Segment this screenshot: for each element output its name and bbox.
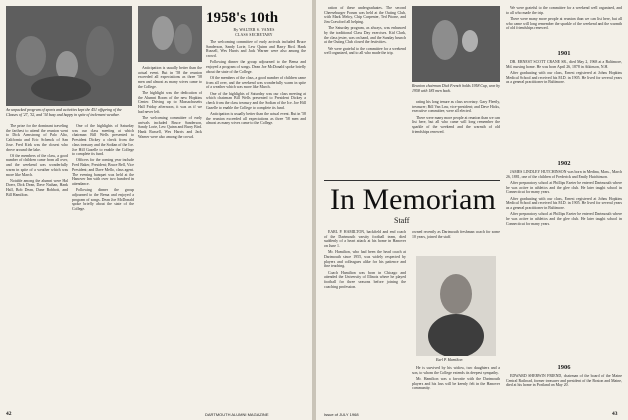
reunion-photo <box>6 6 132 106</box>
page-number-right: 43 <box>612 411 618 417</box>
memoriam-column-1 <box>324 230 406 407</box>
paragraph: Anticipation is usually better than the actual event. But in '58 the reunion exceeded all expectations as three '58 men and almost as many wives came to the College. <box>206 111 306 126</box>
hamilton-caption: Earl P. Hamilton <box>436 358 463 362</box>
cup-photo-caption: Reunion chairman Dick French holds 1958 Cup, won by 1958 with 185 men back. <box>412 84 500 93</box>
left-column-2 <box>72 124 134 407</box>
right-column-2 <box>412 100 500 176</box>
obituary-1906 <box>506 374 622 407</box>
paragraph: There were many more people at reunion than we can list here, but all who came will long remember the sparkle of the weekend and the warmth of old friendships renewed. <box>412 115 500 134</box>
paragraph: The welcoming committee of early arrivals included Bruce Sanderson, Sandy Lorie, Lew Quinn and Barry Bird. Hank Russell, Wes Harris and Jack Warner were also among the crowd. <box>138 116 202 139</box>
footer-right: Issue of JULY 1968 <box>324 412 359 417</box>
paragraph: DR. ERNEST SCOTT CRANE SR., died May 2, 1968 at a Baltimore, Md. nursing home. He was born April 26, 1878 in Atkinson, N.H. <box>506 60 622 69</box>
paragraph: The Saturday program, as always, was enhanced by the traditional Class Day exercises. Kid Clark, the class jester, was on hand, and the Sunday brunch at the Outing Club closed the festivities. <box>324 26 406 45</box>
paragraph: Mr. Hamilton was a favorite with the Dartmouth players and his loss will be keenly felt in the Hanover community. <box>412 376 500 391</box>
footer-left: DARTMOUTH ALUMNI MAGAZINE <box>205 412 269 417</box>
class-photo <box>138 6 202 62</box>
left-column-1 <box>6 124 68 407</box>
article-headline: 1958's 10th <box>206 10 279 26</box>
memoriam-title: In Memoriam <box>330 183 496 216</box>
paragraph: Following dinner the group adjourned to the Bema and enjoyed a program of songs. Dean Joe McDonald spoke briefly about the state of the College. <box>206 60 306 74</box>
paragraph: We were grateful to the committee for a weekend well organized, and to all who made the trip. <box>324 46 406 56</box>
paragraph: Notable among the alumni were Hal Doerr, Dick Dean, Dave Nathan, Hank Hall, Bob Dean, Dane Bobbott, and Bill Hamilton. <box>6 178 68 197</box>
right-column-1 <box>324 6 406 176</box>
byline-author: By WALTER S. VANES <box>233 28 275 32</box>
obituary-column-pre <box>506 6 622 48</box>
paragraph: After preparatory school at Phillips Exeter he entered Dartmouth where he was active in athletics and the glee club. He later taught school in Connecticut for many years. <box>506 212 622 226</box>
paragraph: EDWARD SHERWIN FRIEND, chairman of the board of the Maine Central Railroad, former treasurer and president of the Boston and Maine, died at his home in Portland on May 20. <box>506 374 622 388</box>
paragraph: Anticipation is usually better than the actual event. But in '58 the reunion exceeded all expectations as three '58 men and almost as many wives came to the College. <box>138 66 202 89</box>
year-heading-1906: 1906 <box>557 364 571 371</box>
memoriam-subtitle: Staff <box>394 216 410 225</box>
paragraph: Coach Hamilton was born in Chicago and attended the University of Illinois where he played football for three seasons before joining the coaching profession. <box>324 270 406 289</box>
paragraph: JAMES LINDLEY HUTCHINSON was born in Medina, Mass., March 26, 1881, one of the children of Frederick and Emily Hutchinson. <box>506 170 622 179</box>
year-heading-1902: 1902 <box>557 160 571 167</box>
byline-role: CLASS SECRETARY <box>235 32 273 37</box>
left-column-4 <box>206 40 306 407</box>
memoriam-column-2 <box>412 366 500 407</box>
article-byline <box>206 28 302 38</box>
section-rule <box>324 180 500 181</box>
paragraph: He is survived by his widow, two daughters and a son, to whom the College extends its deepest sympathy. <box>412 366 500 375</box>
year-heading-1901: 1901 <box>557 50 571 57</box>
obituary-1902 <box>506 170 622 362</box>
paragraph: ration of these undergraduates. The second Cheeseburger Forum was held at the Outing Club, with Mark Meloy, Chip Carpenter, Ted Pitone, and Jim Crawford all helping. <box>324 6 406 25</box>
paragraph: We were grateful to the committee for a weekend well organized, and to all who made the trip. <box>506 6 622 15</box>
hamilton-portrait <box>416 256 496 356</box>
obituary-1901 <box>506 60 622 158</box>
paragraph: There were many more people at reunion than we can list here, but all who came will long remember the sparkle of the weekend and the warmth of old friendships renewed. <box>506 16 622 31</box>
right-page <box>316 0 628 420</box>
paragraph: Of the members of the class, a good number of children came from all over, and the weekend was wonderfully warm in spite of a weather which was more like March. <box>206 75 306 90</box>
paragraph: One of the highlights of Saturday was our class meeting at which chairman Bill Wells presented to President Dickey a check from the class treasury and the Sodian of the Ice. Joe Hill Gazelle to enable the College to complete its fund. <box>206 91 306 110</box>
paragraph: Officers for the coming year include Fred Baker, President; Bruce Bell, Vice President; and Dave Mello, class agent. The evening banquet was held at the Hanover Inn with over two hundred in attendance. <box>72 158 134 186</box>
paragraph: Mr. Hamilton, who had been the head coach at Dartmouth since 1955, was widely respected by players and colleagues alike for his patience and fine teaching. <box>324 250 406 269</box>
paragraph: EARL P. HAMILTON, backfield and end coach of the Dartmouth varsity football team, died suddenly of a heart attack at his home in Hanover on June 1. <box>324 230 406 249</box>
paragraph: Of the members of the class, a good number of children came from all over, and the weekend was wonderfully warm in spite of a weather which was more like March. <box>6 153 68 177</box>
paragraph: The prize for the dominant traveling the farthest to attend the reunion went to Dick Armstrong of Palo Alto, California and Eric Schenck of San Jose. Fred Kirk was the closest who drove around the lake. <box>6 124 68 152</box>
paragraph: One of the highlights of Saturday was our class meeting at which chairman Bill Wells presented to President Dickey a check from the class treasury and the Sodian of the Ice. Joe Hill Gazelle to enable the College to complete its fund. <box>72 124 134 157</box>
paragraph: After graduating with our class, Ernest registered at Johns Hopkins Medical School and received his M.D. in 1905. He lived for several years as a general practitioner in Baltimore. <box>506 70 622 85</box>
left-column-3 <box>138 66 202 407</box>
memoriam-column-2-intro: owned recently as Dartmouth freshman coach for some 10 years, joined the staff. <box>412 230 500 239</box>
cup-photo <box>412 6 500 82</box>
page-number-left: 42 <box>6 411 12 417</box>
paragraph: rating his long tenure as class secretary. Gary Fleetly, treasurer; Bill Van Law, vice-president; and Dave Hicks, executive committee, were all elected. <box>412 100 500 114</box>
photo-caption: An unpacked program of sports and activities kept the 451 offspring of the Classes of '27, '32, and '34 busy and happy in spite of inclement weather. <box>6 108 122 117</box>
paragraph: Following dinner the group adjourned to the Bema and enjoyed a program of songs. Dean Joe McDonald spoke briefly about the state of the College. <box>72 188 134 211</box>
paragraph: After preparatory school at Phillips Exeter he entered Dartmouth where he was active in athletics and the glee club. He later taught school in Connecticut for many years. <box>506 180 622 195</box>
paragraph: The highlight was the dedication of the Alumni Room of the new Hopkins Center. Driving up to Massachusetts Hall Friday afternoon, it was as if we had never left. <box>138 91 202 114</box>
paragraph: After graduating with our class, Ernest registered at Johns Hopkins Medical School and received his M.D. in 1905. He lived for several years as a general practitioner in Baltimore. <box>506 196 622 210</box>
paragraph: The welcoming committee of early arrivals included Bruce Sanderson, Sandy Lorie, Lew Quinn and Barry Bird. Hank Russell, Wes Harris and Jack Warner were also among the crowd. <box>206 40 306 59</box>
left-page <box>0 0 312 420</box>
